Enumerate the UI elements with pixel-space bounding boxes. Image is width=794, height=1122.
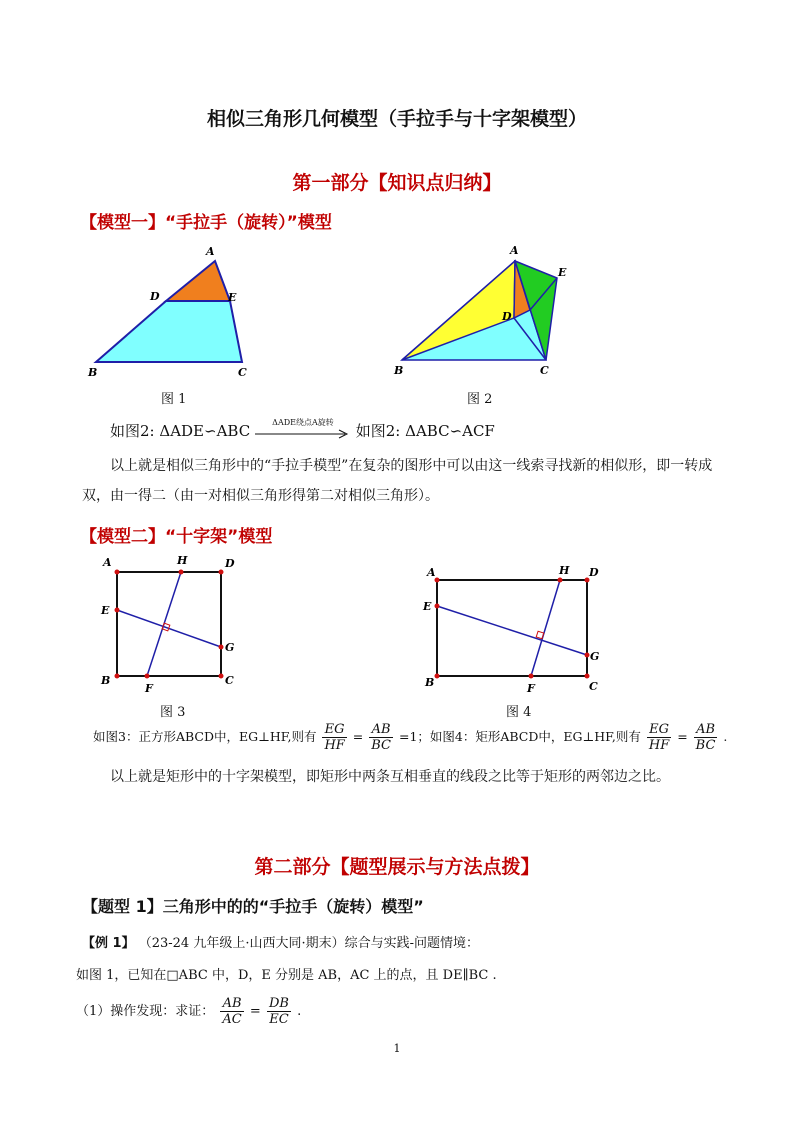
fig3-caption: 图 3 xyxy=(160,705,186,720)
fig2-caption: 图 2 xyxy=(467,392,493,407)
figure-3 xyxy=(95,552,245,694)
fig2-label-d: D xyxy=(502,310,512,323)
fig3-label-e: E xyxy=(101,604,110,617)
fig2-label-e: E xyxy=(558,266,567,279)
fig2-label-a: A xyxy=(510,244,519,257)
fig3-label-g: G xyxy=(225,641,235,654)
fig4-label-c: C xyxy=(589,680,598,693)
fig4-label-d: D xyxy=(589,566,599,579)
period: . xyxy=(723,729,728,744)
example1-label: 【例 1】 xyxy=(82,936,135,951)
fig3-label-b: B xyxy=(101,674,111,687)
frac-den: BC xyxy=(371,738,391,753)
example1-line3 xyxy=(76,996,301,1027)
equals-sign: = xyxy=(352,729,364,744)
formula2-frac-eg-hf-2 xyxy=(647,722,671,753)
fig1-label-b: B xyxy=(88,366,98,379)
fig2-label-b: B xyxy=(394,364,404,377)
frac-den: BC xyxy=(695,738,716,753)
fig1-label-e: E xyxy=(228,291,237,304)
formula1-arrow xyxy=(255,418,351,441)
formula2-text-a: 如图3：正方形ABCD中，EG⊥HF,则有 xyxy=(93,729,317,744)
fig1-caption: 图 1 xyxy=(161,392,187,407)
frac-den: HF xyxy=(324,738,345,753)
fig3-label-h: H xyxy=(177,554,188,567)
equals-sign: = xyxy=(249,1004,261,1019)
fig1-trapezoid xyxy=(96,301,242,362)
frac-num: AB xyxy=(694,722,718,738)
fig4-label-f: F xyxy=(527,682,535,695)
equals-sign: = xyxy=(677,729,688,744)
fig4-caption: 图 4 xyxy=(506,705,532,720)
type1-heading: 【题型 1】三角形中的的“手拉手（旋转）模型” xyxy=(82,897,424,916)
example1-source: （23-24 九年级上·山西大同·期末）综合与实践-问题情境： xyxy=(138,936,479,951)
page-number: 1 xyxy=(393,1042,401,1055)
fig4-segment-hf xyxy=(531,580,560,676)
frac-den: AC xyxy=(222,1012,242,1027)
fig4-segment-eg xyxy=(437,606,587,655)
frac-num: EG xyxy=(322,722,346,738)
frac-num: AB xyxy=(220,996,243,1012)
fig4-label-e: E xyxy=(423,600,432,613)
figure-4 xyxy=(415,558,615,696)
fig4-label-a: A xyxy=(427,566,436,579)
part1-heading: 第一部分【知识点归纳】 xyxy=(292,172,502,194)
frac-num: DB xyxy=(268,996,289,1011)
fig2-label-c: C xyxy=(540,364,549,377)
formula1-right: 如图2: ΔABC∽ACF xyxy=(355,422,495,440)
formula-1 xyxy=(110,420,495,441)
fig3-label-c: C xyxy=(225,674,234,687)
example1-frac-db-ec xyxy=(267,996,291,1027)
figure-2 xyxy=(390,240,580,380)
fig3-label-f: F xyxy=(145,682,153,694)
formula2-frac-eg-hf xyxy=(322,722,346,753)
figure-1 xyxy=(80,240,270,380)
paragraph-2: 以上就是矩形中的十字架模型，即矩形中两条互相垂直的线段之比等于矩形的两邻边之比。 xyxy=(110,769,670,785)
formula-2 xyxy=(93,722,733,753)
frac-num: AB xyxy=(369,722,393,738)
fig1-top-triangle xyxy=(166,261,230,301)
frac-num: EG xyxy=(647,722,671,738)
paragraph-1: 以上就是相似三角形中的“手拉手模型”在复杂的图形中可以由这一线索寻找新的相似形，即一转成双，由一得二（由一对相似三角形得第二对相似三角形）。 xyxy=(82,458,713,504)
model2-heading: 【模型二】“十字架”模型 xyxy=(80,527,273,547)
fig4-label-b: B xyxy=(425,676,435,689)
formula1-left: 如图2: ΔADE∽ABC xyxy=(110,422,251,440)
fig4-label-h: H xyxy=(559,564,570,577)
example1-step1: （1）操作发现：求证： xyxy=(76,1004,215,1019)
document-title: 相似三角形几何模型（手拉手与十字架模型） xyxy=(206,108,587,130)
fig4-rectangle xyxy=(437,580,587,676)
part2-heading: 第二部分【题型展示与方法点拨】 xyxy=(254,856,540,878)
formula2-text-b: =1；如图4：矩形ABCD中，EG⊥HF,则有 xyxy=(398,729,641,744)
formula2-frac-ab-bc-2 xyxy=(694,722,718,753)
fig3-square xyxy=(117,572,221,676)
fig4-label-g: G xyxy=(590,650,600,663)
fig1-label-a: A xyxy=(206,245,215,258)
model1-heading: 【模型一】“手拉手（旋转）”模型 xyxy=(80,213,332,233)
example1-line2: 如图 1，已知在□ABC 中，D，E 分别是 AB，AC 上的点，且 DE∥BC . xyxy=(76,968,497,983)
fig1-label-c: C xyxy=(238,366,247,379)
fig3-label-a: A xyxy=(103,556,112,569)
formula1-arrow-label: ΔADE绕点A旋转 xyxy=(272,418,334,427)
example1-line1 xyxy=(82,932,479,951)
formula2-frac-ab-bc xyxy=(369,722,393,753)
fig1-label-d: D xyxy=(150,290,160,303)
frac-den: EC xyxy=(269,1012,289,1027)
frac-den: HF xyxy=(648,738,670,753)
example1-frac-ab-ac xyxy=(220,996,243,1027)
fig3-label-d: D xyxy=(225,557,235,570)
period: . xyxy=(297,1004,302,1019)
